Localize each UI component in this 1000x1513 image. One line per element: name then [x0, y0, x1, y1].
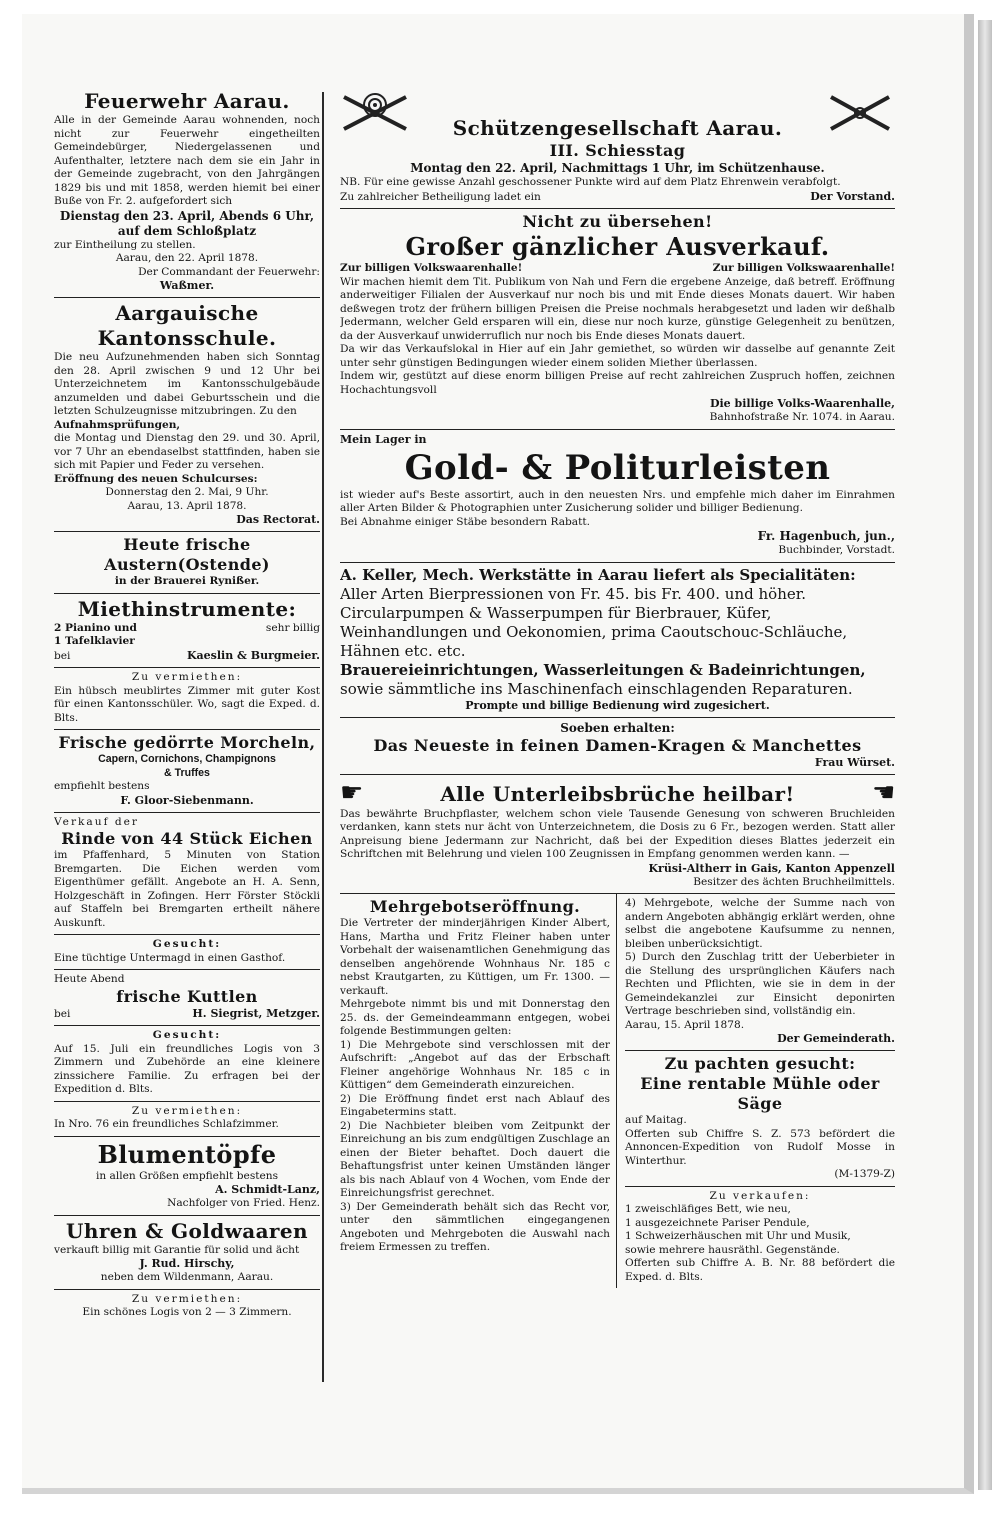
ad-line: Zu zahlreicher Betheiligung ladet ein [340, 190, 541, 203]
ad-head: Verkauf der [54, 815, 139, 828]
ad-bold-line: Eröffnung des neuen Schulcurses: [54, 472, 258, 485]
ad-body: Wir machen hiemit dem Tit. Publikum von Nah und Fern die ergebene Anzeige, daß betreff. Eröffnung anderweitiger Filialen der Ausverkauf nur noch bis und mit Ende dieses Monats dauert. Wir haben deßwegen trotz der frühern billigen Preisen die Preise nochmals herabgesetzt und laden wir deßhalb Jedermann, welcher Geld ersparen will ein, diese nur noch kurze, günstige Gelegenheit zu benützen, da der Ausverkauf unwiderruflich nur noch bis Ende dieses Monats dauert. [340, 275, 895, 342]
ad-body: Eine tüchtige Untermagd in einen Gasthof. [54, 951, 286, 964]
ad-body: Offerten sub Chiffre A. B. Nr. 88 befördert die Exped. d. Blts. [625, 1257, 895, 1283]
left-column [54, 86, 320, 1382]
ad-body: Offerten sub Chiffre S. Z. 573 befördert die Annoncen-Expedition von Rudolf Mosse in Winterthur. [625, 1127, 895, 1167]
ad-pre: Soeben erhalten: [560, 720, 675, 735]
ad-goldleisten [340, 430, 895, 563]
ad-body: auf Maitag. [625, 1114, 687, 1126]
ad-address: Bahnhofstraße Nr. 1074. in Aarau. [709, 411, 895, 423]
ad-signature: Das Rectorat. [236, 513, 320, 526]
ad-signature: Der Gemeinderath. [777, 1032, 895, 1045]
ad-body: 2) Die Nachbieter bleiben vom Zeitpunkt der Einreichung an bis zum endgültigen Zuschlage an einen der Bieter behaftet. Doch dauert die Behaftungsfrist unter keinen Umständen länger als bis nach Ablauf von 4 Wochen, vom Ende der Einreichungsfrist gerechnet. [340, 1119, 610, 1199]
ad-title: Uhren & Goldwaaren [66, 1218, 308, 1243]
ad-miethinstrumente [54, 594, 320, 669]
ad-kuttlen [54, 970, 320, 1026]
ad-line: 1 Tafelklavier [54, 635, 135, 647]
ad-tag: Zur billigen Volkswaarenhalle! [712, 262, 895, 274]
ad-signature: J. Rud. Hirschy, [139, 1257, 235, 1270]
ad-body: 5) Durch den Zuschlag tritt der Ueberbieter in die Stellung des ursprünglichen Käufers nach Rechten und Pflichten, wie sie in dem in der Gemeindekanzlei zur Einsicht deponirten Vertrage beschrieben sind, vollständig ein. [625, 951, 895, 1017]
ad-subtitle: Besitzer des ächten Bruchheilmittels. [693, 875, 895, 888]
ad-mehrgebot-cont [625, 894, 895, 1051]
ad-head: Gesucht: [152, 1029, 222, 1041]
ad-signature: Der Vorstand. [810, 189, 895, 203]
ad-title: Schützengesellschaft Aarau. [452, 116, 783, 140]
ad-body: Donnerstag den 2. Mai, 9 Uhr. [105, 486, 269, 498]
ad-body: die Montag und Dienstag den 29. und 30. April, vor 7 Uhr an ebendaselbst stattfinden, haben sie sich mit Papier und Feder zu versehen. [54, 432, 320, 471]
target-rifles-icon [340, 89, 410, 135]
ad-signature: A. Schmidt-Lanz, [215, 1183, 320, 1196]
ad-line: Capern, Cornichons, Champignons [98, 753, 276, 765]
ad-body: Ein schönes Logis von 2 — 3 Zimmern. [82, 1306, 292, 1318]
ad-line: 2 Pianino und [54, 621, 137, 634]
ad-body: 1) Die Mehrgebote sind verschlossen mit der Aufschrift: „Angebot auf das der Erbschaft Fleiner angehörige Wohnhaus Nr. 185 c in Küttigen“ dem Gemeinderath einzureichen. [340, 1038, 610, 1091]
ad-pre: Mein Lager in [340, 432, 427, 446]
ad-kragen [340, 718, 895, 775]
ad-body: 3) Der Gemeinderath behält sich das Recht vor, unter den sämmtlichen eingegangenen Angeboten und Mehrgeboten die Auswahl nach freiem Ermessen zu treffen. [340, 1200, 610, 1253]
ad-title: Feuerwehr Aarau. [84, 89, 290, 113]
ad-body: Alle in der Gemeinde Aarau wohnenden, noch nicht zur Feuerwehr eingetheilten Gemeindebürger, Niedergelassenen und Aufenthalter, letztere nach dem sie ein Jahr in der Gemeinde zugebracht, von den Jahrgängen 1829 bis und mit 1858, werden hiemit bei einer Buße von Fr. 2. aufgefordert sich [54, 114, 320, 207]
ad-signature: Die billige Volks-Waarenhalle, [709, 397, 895, 410]
ad-line: Circularpumpen & Wasserpumpen für Bierbrauer, Küfer, Weinhandlungen und Oekonomien, prima Caoutschouc-Schläuche, Hähnen etc. etc. [340, 603, 848, 660]
ad-date: Montag den 22. April, Nachmittags 1 Uhr, im Schützenhause. [410, 161, 825, 175]
ad-schuetzengesellschaft [340, 86, 895, 209]
ad-date-line: Dienstag den 23. April, Abends 6 Uhr, [59, 208, 315, 223]
ad-bold-line: Aufnahmsprüfungen, [54, 418, 181, 431]
ad-dated: Aarau, 13. April 1878. [127, 499, 247, 512]
ad-austern [54, 532, 320, 594]
ad-pre: Heute Abend [54, 973, 125, 985]
ad-body: Das bewährte Bruchpflaster, welchem schon viele Tausende Genesung von schweren Bruchleiden verdanken, kann stets nur ächt von Unterzeichnetem, die Dosis zu 6 Fr., bezogen werden. Statt aller Anpreisung biene Jedermann zur Nachricht, daß bei der Expedition dieses Blattes jederzeit ein Schriftchen mit Belehrung und vielen 100 Zeugnissen in Empfang genommen werden kann. — [340, 807, 895, 860]
ad-bruch [340, 775, 895, 895]
ad-signature: Frau Würset. [814, 755, 895, 769]
ad-body: Ein hübsch meublirtes Zimmer mit guter Kost für einen Kantonsschüler. Wo, sagt die Exped. d. Blts. [54, 684, 320, 724]
ad-body: Die Vertreter der minderjährigen Kinder Albert, Hans, Martha und Fritz Fleiner haben unter Vorbehalt der waisenamtlichen Genehmigung das denselben angehörende Wohnhaus Nr. 185 c nebst Krautgarten, zu Küttigen, um Fr. 1300. — verkauft. [340, 917, 610, 997]
ad-title: Frische gedörrte Morcheln, [58, 733, 316, 752]
ad-blumentoepfe [54, 1137, 320, 1216]
ad-zimmer [54, 668, 320, 730]
ad-body: 4) Mehrgebote, welche der Summe nach von andern Angeboten abhängig erklärt werden, ohne selbst die angebotene Kaufsumme zu nennen, bleiben unberücksichtigt. [625, 897, 895, 950]
ad-title: Aargauische Kantonsschule. [97, 301, 277, 350]
ad-muehle [625, 1051, 895, 1187]
ad-head: Zu vermiethen: [131, 1104, 243, 1117]
ad-title: Miethinstrumente: [77, 596, 297, 621]
two-column-block [340, 894, 895, 1288]
ad-ausverkauf [340, 209, 895, 430]
ad-head: Zu vermiethen: [131, 671, 243, 683]
ad-body: in allen Größen empfiehlt bestens [95, 1169, 279, 1182]
ad-line: Prompte und billige Bedienung wird zugesichert. [465, 698, 770, 712]
ad-dated: Aarau, 15. April 1878. [625, 1018, 745, 1031]
column-divider [322, 92, 324, 1382]
ad-title: Eine rentable Mühle oder Säge [640, 1074, 880, 1113]
ad-verkaufen [625, 1187, 895, 1289]
ad-line: Aller Arten Bierpressionen von Fr. 45. bis Fr. 400. und höher. [340, 584, 807, 603]
ad-head: Gesucht: [152, 938, 222, 950]
ad-signature: F. Gloor-Siebenmann. [120, 793, 254, 807]
ad-subtitle: Nachfolger von Fried. Henz. [167, 1197, 320, 1209]
ad-role: Der Commandant der Feuerwehr: [138, 265, 320, 278]
list-item: 1 zweischläfiges Bett, wie neu, [625, 1203, 791, 1215]
ad-head: Zu vermiethen: [131, 1292, 243, 1305]
ad-head: Zu verkaufen: [709, 1189, 811, 1202]
ad-uhren [54, 1216, 320, 1290]
ad-body: Die neu Aufzunehmenden haben sich Sonntag den 28. April zwischen 9 und 12 Uhr bei Unterzeichnetem im Kantonsschulgebäude anzumelden und dabei Geburtsschein und die letzten Schulzeugnisse mitzubringen. Zu den [54, 351, 320, 417]
ad-body: Da wir das Verkaufslokal in Hier auf ein Jahr gemiethet, so würden wir dasselbe auf genannte Zeit unter sehr günstigen Bedingungen wieder einem soliden Miether überlassen. [340, 343, 895, 369]
ad-kantonsschule [54, 298, 320, 532]
ad-aside: sehr billig [265, 621, 320, 634]
ad-line: bei [54, 1007, 71, 1020]
list-item: 1 Schweizerhäuschen mit Uhr und Musik, [625, 1230, 851, 1242]
ad-body: verkauft billig mit Garantie für solid und ächt [54, 1243, 300, 1256]
ad-signature: Kaeslin & Burgmeier. [186, 648, 320, 662]
ad-line: empfiehlt bestens [54, 780, 150, 792]
ad-morcheln [54, 730, 320, 813]
ad-body: Bei Abnahme einiger Stäbe besondern Rabatt. [340, 515, 590, 528]
ad-line: sowie sämmtliche ins Maschinenfach einschlagenden Reparaturen. [340, 679, 853, 698]
ad-keller [340, 563, 895, 718]
ad-subtitle: Buchbinder, Vorstadt. [778, 544, 895, 556]
ad-body: im Pfaffenhard, 5 Minuten von Station Bremgarten. Die Eichen werden vom Eigenthümer gefällt. Angebote an H. A. Senn, Holzgeschäft in Zofingen. Herr Förster Stöckli auf Staffeln bei Bremgarten ertheilt nähere Auskunft. [54, 849, 320, 929]
ad-signature: H. Siegrist, Metzger. [192, 1006, 320, 1020]
ad-signature: Fr. Hagenbuch, jun., [757, 529, 895, 543]
ad-subtitle: neben dem Wildenmann, Aarau. [100, 1271, 274, 1283]
list-item: sowie mehrere hausräthl. Gegenstände. [625, 1243, 840, 1256]
ad-title: frische Kuttlen [116, 986, 258, 1006]
ad-place-line: auf dem Schloßplatz [117, 223, 257, 238]
ad-title: Blumentöpfe [97, 1139, 277, 1169]
ad-note: NB. Für eine gewisse Anzahl geschossener Punkte wird auf dem Platz Ehrenwein verabfolgt. [340, 176, 841, 188]
ad-pre: Nicht zu übersehen! [522, 212, 713, 231]
ad-title: Das Neueste in feinen Damen-Kragen & Manchettes [373, 735, 862, 755]
ad-line: A. Keller, Mech. Werkstätte in Aarau liefert als Specialitäten: [340, 565, 856, 584]
ad-line: & Truffes [164, 766, 210, 779]
ad-subtitle: III. Schiesstag [549, 141, 686, 160]
ad-body: In Nro. 76 ein freundliches Schlafzimmer. [54, 1118, 279, 1130]
ad-gesucht-logis [54, 1026, 320, 1102]
ad-line: Brauereieinrichtungen, Wasserleitungen & Badeinrichtungen, [340, 660, 866, 679]
ad-title: Mehrgebotseröffnung. [369, 897, 581, 916]
ad-title: Großer gänzlicher Ausverkauf. [405, 232, 830, 261]
ad-subtitle: in der Brauerei Rynißer. [114, 575, 260, 587]
ad-tag: Zur billigen Volkswaarenhalle! [340, 262, 523, 274]
ad-signature: Krüsi-Altherr in Gais, Kanton Appenzell [648, 861, 895, 875]
ad-eichen [54, 813, 320, 936]
ad-after: zur Eintheilung zu stellen. [54, 238, 196, 251]
ad-title: Rinde von 44 Stück Eichen [61, 829, 313, 848]
ad-title: Gold- & Politurleisten [404, 447, 831, 488]
ad-gesucht-magd [54, 935, 320, 970]
ad-body: Indem wir, gestützt auf diese enorm billigen Preise auf recht zahlreichen Zuspruch hoffen, zeichnen Hochachtungsvoll [340, 370, 895, 396]
ad-body: ist wieder auf's Beste assortirt, auch in den neuesten Nrs. und empfehle mich daher im Einrahmen aller Arten Bilder & Photographien unter Zusicherung solider und billiger Bedienung. [340, 488, 895, 514]
crossed-rifles-icon [825, 89, 895, 135]
ad-feuerwehr [54, 86, 320, 298]
ad-code: (M-1379-Z) [834, 1168, 895, 1180]
ad-dated: Aarau, den 22. April 1878. [115, 252, 259, 264]
page-edge-shadow [978, 20, 992, 1490]
ad-body: Mehrgebote nimmt bis und mit Donnerstag den 25. ds. der Gemeindeammann entgegen, wobei folgende Bestimmungen gelten: [340, 998, 610, 1037]
ad-line: bei [54, 649, 71, 662]
ad-logis [54, 1290, 320, 1324]
ad-title: Alle Unterleibsbrüche heilbar! [440, 781, 795, 806]
ad-signature: Waßmer. [159, 279, 215, 292]
pointing-hand-icon: ☛ [871, 777, 895, 808]
right-column [340, 86, 895, 1382]
ad-pre: Zu pachten gesucht: [664, 1054, 856, 1073]
ad-body: 2) Die Eröffnung findet erst nach Ablauf des Eingabetermins statt. [340, 1092, 610, 1118]
ad-schlafzimmer [54, 1102, 320, 1137]
list-item: 1 ausgezeichnete Pariser Pendule, [625, 1216, 810, 1229]
ad-mehrgebot [340, 894, 617, 1288]
ad-body: Auf 15. Juli ein freundliches Logis von 3 Zimmern und Zubehörde an eine kleinere zinssichere Familie. Zu erfragen bei der Expedition d. Blts. [54, 1042, 320, 1095]
pointing-hand-icon: ☛ [340, 777, 364, 808]
ad-title: Heute frische Austern(Ostende) [104, 535, 270, 574]
